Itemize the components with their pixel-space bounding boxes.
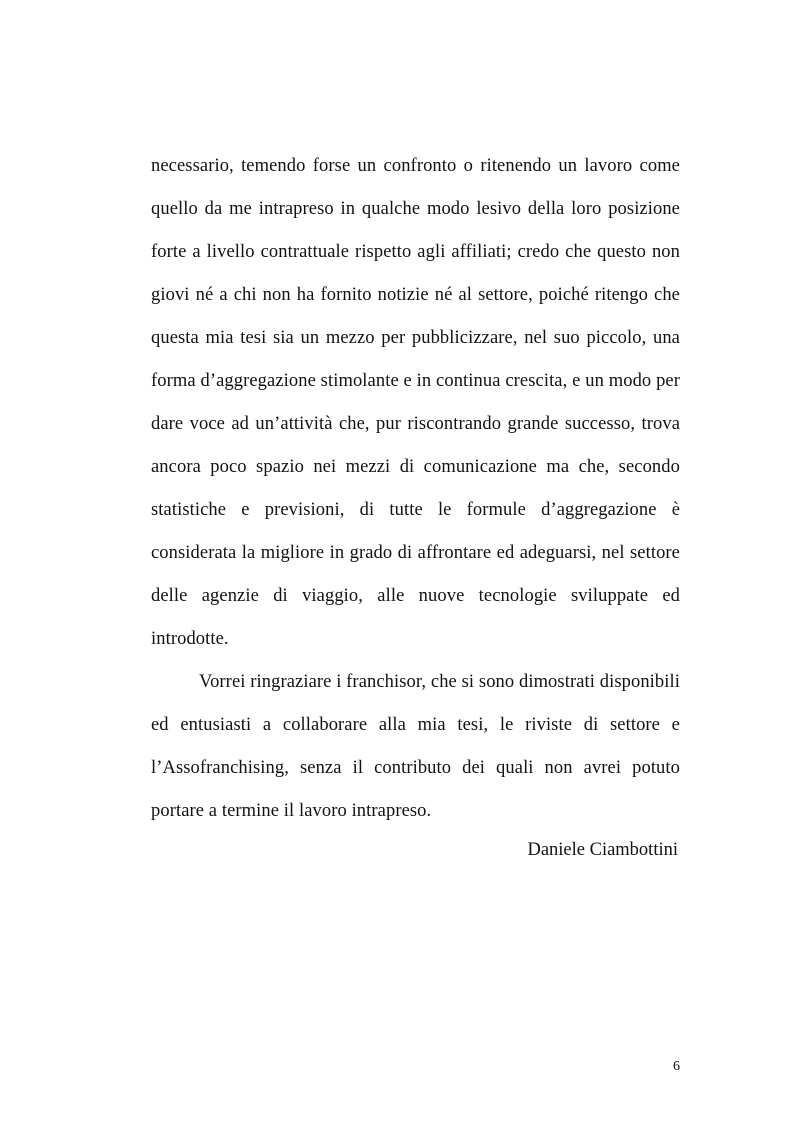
page-number: 6 xyxy=(673,1059,680,1074)
author-signature: Daniele Ciambottini xyxy=(527,840,678,860)
paragraph-acknowledgements: Vorrei ringraziare i franchisor, che si sono dimostrati disponibili ed entusiasti a collaborare alla mia tesi, le riviste di settore e l’Assofranchising, senza il contributo dei quali non avrei potuto portare a termine il lavoro intrapreso. xyxy=(151,672,680,821)
body-text xyxy=(151,145,680,833)
paragraph-continuation: necessario, temendo forse un confronto o ritenendo un lavoro come quello da me intrapreso in qualche modo lesivo della loro posizione forte a livello contrattuale rispetto agli affiliati; credo che questo non giovi né a chi non ha fornito notizie né al settore, poiché ritengo che questa mia tesi sia un mezzo per pubblicizzare, nel suo piccolo, una forma d’aggregazione stimolante e in continua crescita, e un modo per dare voce ad un’attività che, pur riscontrando grande successo, trova ancora poco spazio nei mezzi di comunicazione ma che, secondo statistiche e previsioni, di tutte le formule d’aggregazione è considerata la migliore in grado di affrontare ed adeguarsi, nel settore delle agenzie di viaggio, alle nuove tecnologie sviluppate ed introdotte. xyxy=(151,156,680,649)
